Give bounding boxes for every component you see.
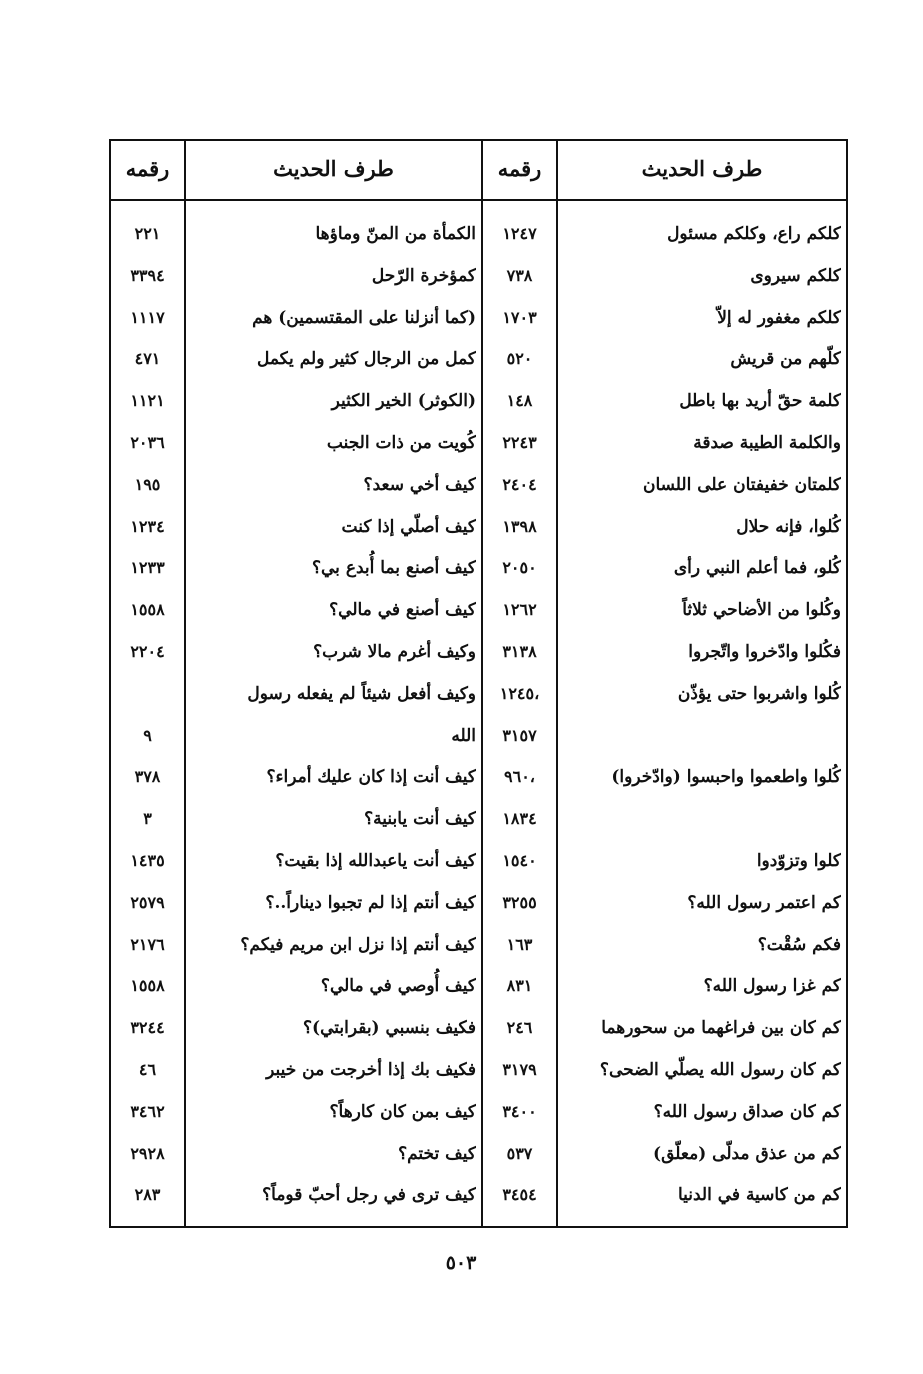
hadith-text-left: فكيف بنسبي (بقرابتي)؟ bbox=[303, 1018, 476, 1039]
hadith-text-left: وكيف أفعل شيئاً لم يفعله رسول bbox=[247, 683, 476, 704]
column-divider bbox=[184, 141, 186, 1226]
hadith-number-right: ١٢٦٢ bbox=[502, 600, 537, 620]
header-text-left: طرف الحديث bbox=[273, 156, 394, 181]
hadith-number-left: ٩ bbox=[143, 725, 152, 745]
hadith-number-left: ١٩٥ bbox=[134, 474, 161, 494]
hadith-number-left: ١٢٣٤ bbox=[130, 516, 165, 536]
hadith-number-left: ٢٨٣ bbox=[134, 1185, 161, 1205]
hadith-number-right: ٣٢٥٥ bbox=[502, 892, 537, 912]
hadith-number-left: ١٥٥٨ bbox=[130, 976, 165, 996]
hadith-number-left: ٢٠٣٦ bbox=[130, 433, 165, 452]
header-divider bbox=[111, 199, 846, 201]
column-divider bbox=[556, 141, 558, 1226]
hadith-text-left: كيف أصنع في مالي؟ bbox=[329, 600, 476, 621]
hadith-text-right: كُلوا واطعموا واحبسوا (وادّخروا) bbox=[611, 767, 841, 788]
hadith-text-left: كمؤخرة الرّحل bbox=[371, 265, 476, 286]
hadith-text-right: كلمة حقّ أريد بها باطل bbox=[679, 391, 841, 412]
hadith-text-left: الله bbox=[451, 725, 476, 746]
hadith-text-right: كم غزا رسول الله؟ bbox=[703, 976, 841, 997]
hadith-number-right: ٩٦٠، bbox=[504, 767, 535, 787]
hadith-text-left: فكيف بك إذا أخرجت من خيبر bbox=[266, 1060, 476, 1080]
header-num-right: رقمه bbox=[497, 156, 542, 181]
hadith-text-right: كلكم مغفور له إلاّ bbox=[717, 307, 841, 328]
hadith-number-right: ١٤٨ bbox=[506, 391, 533, 411]
hadith-number-left: ١١٢١ bbox=[130, 391, 165, 411]
hadith-number-left: ٣ bbox=[143, 809, 152, 829]
hadith-number-right: ١٣٩٨ bbox=[502, 516, 537, 536]
hadith-text-left: كُويت من ذات الجنب bbox=[326, 433, 476, 453]
hadith-text-left: كيف أُوصي في مالي؟ bbox=[320, 976, 476, 997]
hadith-number-right: ٧٣٨ bbox=[506, 265, 533, 285]
hadith-number-left bbox=[111, 674, 184, 714]
hadith-number-right: ٣٤٠٠ bbox=[502, 1101, 537, 1121]
hadith-text-left: (كما أنزلنا على المقتسمين) هم bbox=[252, 307, 476, 328]
hadith-text-right: كلكم سيروى bbox=[750, 265, 841, 286]
hadith-text-right: فكُلوا وادّخروا واتّجروا bbox=[688, 642, 841, 662]
hadith-text-left: كيف أنت ياعبدالله إذا بقيت؟ bbox=[275, 851, 476, 871]
hadith-text-left: كيف بمن كان كارهاً؟ bbox=[329, 1101, 476, 1122]
hadith-number-left: ١٥٥٨ bbox=[130, 600, 165, 620]
hadith-number-right: ٥٢٠ bbox=[506, 349, 533, 369]
hadith-text-left: كيف أصلّي إذا كنت bbox=[341, 516, 476, 537]
hadith-text-right: كلمتان خفيفتان على اللسان bbox=[642, 474, 841, 495]
hadith-text-right: كم كان صداق رسول الله؟ bbox=[653, 1101, 841, 1122]
hadith-text-left: كيف أخي سعد؟ bbox=[363, 474, 476, 495]
hadith-number-right: ١٥٤٠ bbox=[502, 851, 537, 870]
hadith-number-left: ٣٣٩٤ bbox=[130, 265, 165, 285]
page-number: ٥٠٣ bbox=[445, 1252, 477, 1274]
hadith-number-left: ٢٥٧٩ bbox=[130, 892, 165, 912]
hadith-text-right: كم من عذق مدلّى (معلّق) bbox=[653, 1143, 841, 1164]
hadith-number-right: ١٢٤٧ bbox=[502, 224, 537, 243]
hadith-text-right: والكلمة الطيبة صدقة bbox=[693, 433, 841, 453]
hadith-text-left: (الكوثر) الخير الكثير bbox=[331, 391, 476, 412]
hadith-text-left: كيف تختم؟ bbox=[398, 1143, 476, 1164]
hadith-number-left: ١٤٣٥ bbox=[130, 851, 165, 870]
hadith-number-right: ٣١٣٨ bbox=[502, 642, 537, 661]
header-num-left: رقمه bbox=[125, 156, 170, 181]
hadith-number-right: ٥٣٧ bbox=[506, 1143, 533, 1163]
hadith-number-right: ٢٠٥٠ bbox=[502, 558, 537, 578]
hadith-text-right: كُلوا واشربوا حتى يؤذّن bbox=[677, 683, 841, 704]
hadith-text-left: كيف أنت يابنية؟ bbox=[364, 809, 476, 830]
hadith-number-right: ٨٣١ bbox=[506, 976, 533, 996]
hadith-text-right: كلوا وتزوّدوا bbox=[756, 851, 841, 871]
hadith-number-right: ٢٤٦ bbox=[506, 1018, 533, 1038]
hadith-number-left: ٤٧١ bbox=[134, 349, 161, 369]
hadith-number-right: ٣٤٥٤ bbox=[502, 1185, 537, 1205]
hadith-text-right: كم كان رسول الله يصلّي الضحى؟ bbox=[599, 1060, 841, 1080]
hadith-number-right: ١٦٣ bbox=[506, 934, 533, 954]
hadith-text-right: كم من كاسية في الدنيا bbox=[677, 1185, 841, 1206]
hadith-text-right: وكُلوا من الأضاحي ثلاثاً bbox=[682, 600, 841, 621]
hadith-index-table bbox=[109, 139, 848, 1228]
hadith-text-right: كم كان بين فراغهما من سحورهما bbox=[601, 1018, 841, 1039]
hadith-text-right: كلكم راع، وكلكم مسئول bbox=[667, 224, 841, 244]
hadith-number-left: ٢٢٠٤ bbox=[130, 642, 165, 661]
hadith-number-right: ٣١٥٧ bbox=[502, 725, 537, 745]
hadith-number-left: ٣٤٦٢ bbox=[130, 1101, 165, 1121]
hadith-number-right: ١٨٣٤ bbox=[502, 809, 537, 829]
hadith-number-left: ٣٢٤٤ bbox=[130, 1018, 165, 1038]
hadith-number-left: ٢٢١ bbox=[134, 224, 161, 243]
hadith-text-right: فكم سُقْت؟ bbox=[757, 934, 841, 955]
hadith-text-right: كُلوا، فإنه حلال bbox=[736, 516, 841, 537]
hadith-text-left: كيف ترى في رجل أحبّ قوماً؟ bbox=[262, 1185, 476, 1206]
hadith-text-left: كيف أصنع بما أُبدع بي؟ bbox=[311, 558, 476, 579]
hadith-number-left: ٢٩٢٨ bbox=[130, 1143, 165, 1163]
hadith-text-left: الكمأة من المنّ وماؤها bbox=[315, 224, 476, 244]
hadith-number-right: ١٧٠٣ bbox=[502, 307, 537, 327]
hadith-text-left: كمل من الرجال كثير ولم يكمل bbox=[256, 349, 476, 370]
header-text-right: طرف الحديث bbox=[641, 156, 763, 181]
hadith-number-right: ٢٢٤٣ bbox=[502, 433, 537, 452]
hadith-text-right: كلّهم من قريش bbox=[730, 349, 841, 370]
hadith-number-right: ٣١٧٩ bbox=[502, 1060, 537, 1079]
hadith-text-right bbox=[563, 716, 841, 756]
hadith-text-left: كيف أنتم إذا نزل ابن مريم فيكم؟ bbox=[240, 934, 476, 955]
hadith-number-left: ٢١٧٦ bbox=[130, 934, 165, 954]
hadith-text-right bbox=[563, 799, 841, 839]
hadith-text-right: كُلو، فما أعلم النبي رأى bbox=[673, 558, 841, 579]
hadith-number-left: ٣٧٨ bbox=[134, 767, 161, 787]
hadith-number-left: ١٢٣٣ bbox=[130, 558, 165, 578]
hadith-number-left: ١١١٧ bbox=[130, 307, 165, 327]
hadith-text-left: كيف أنتم إذا لم تجبوا ديناراً..؟ bbox=[265, 892, 476, 913]
hadith-number-left: ٤٦ bbox=[138, 1060, 157, 1079]
hadith-number-right: ٢٤٠٤ bbox=[502, 474, 537, 494]
hadith-text-left: كيف أنت إذا كان عليك أمراء؟ bbox=[266, 767, 476, 788]
hadith-text-left: وكيف أغرم مالا شرب؟ bbox=[313, 642, 476, 662]
hadith-number-right: ١٢٤٥، bbox=[499, 683, 540, 703]
hadith-text-right: كم اعتمر رسول الله؟ bbox=[687, 892, 841, 913]
